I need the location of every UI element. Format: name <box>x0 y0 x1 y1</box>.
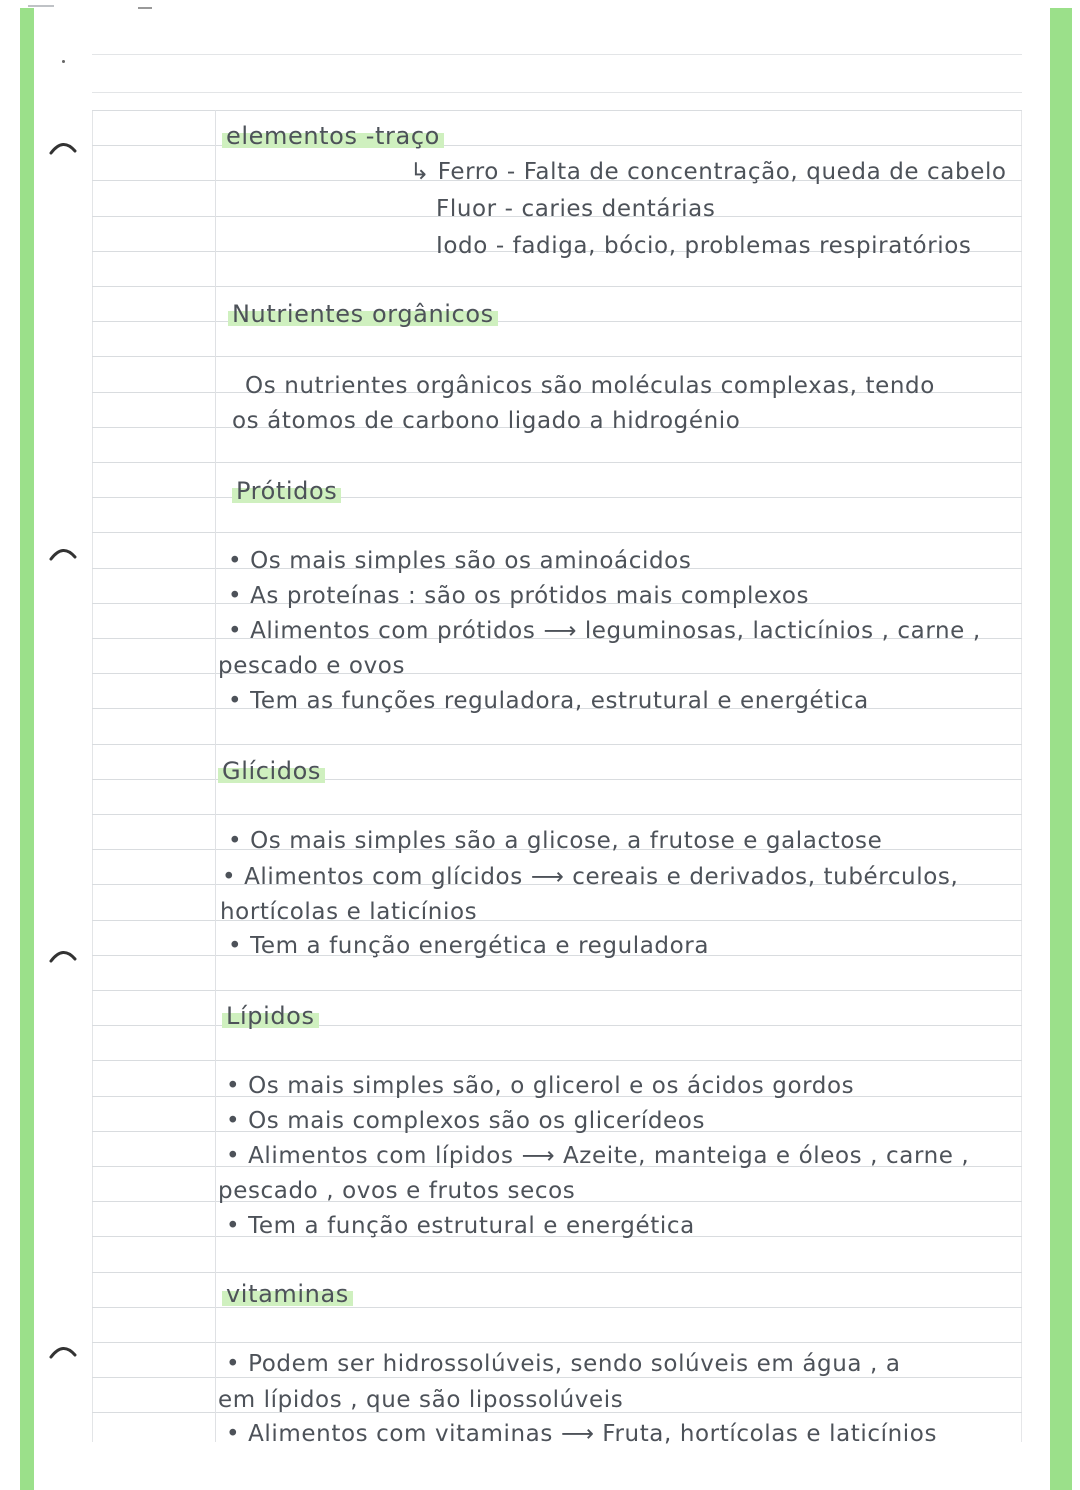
protidos-line: • As proteínas : são os prótidos mais complexos <box>228 583 810 609</box>
ruled-line <box>92 356 1022 357</box>
glicidos-line: • Os mais simples são a glicose, a frutose e galactose <box>228 828 883 854</box>
glicidos-line: • Tem a função energética e reguladora <box>228 933 710 959</box>
sheet-top-rule <box>92 92 1022 93</box>
lipidos-line: • Os mais complexos são os glicerídeos <box>226 1108 706 1134</box>
protidos-line: • Alimentos com prótidos ⟶ leguminosas, lacticínios , carne , <box>228 618 981 644</box>
lipidos-line: pescado , ovos e frutos secos <box>218 1178 576 1204</box>
trace-item: Iodo - fadiga, bócio, problemas respiratórios <box>436 233 972 259</box>
lipidos-title: Lípidos <box>222 1002 319 1030</box>
binder-hole-icon <box>49 543 77 563</box>
protidos-line: • Os mais simples são os aminoácidos <box>228 548 692 574</box>
ruled-line <box>92 462 1022 463</box>
ruled-line <box>92 532 1022 533</box>
ruled-line <box>92 286 1022 287</box>
glicidos-line: • Alimentos com glícidos ⟶ cereais e derivados, tubérculos, <box>222 864 959 890</box>
lipidos-line: • Os mais simples são, o glicerol e os ácidos gordos <box>226 1073 855 1099</box>
ruled-line <box>92 1342 1022 1343</box>
trace-elements-title: elementos -traço <box>222 122 444 150</box>
vitaminas-line: • Alimentos com vitaminas ⟶ Fruta, hortícolas e laticínios <box>226 1421 938 1447</box>
organic-nutrients-title: Nutrientes orgânicos <box>228 300 498 328</box>
margin-line <box>215 110 216 1442</box>
ruled-line <box>92 1060 1022 1061</box>
protidos-line: pescado e ovos <box>218 653 406 679</box>
trace-item: ↳ Ferro - Falta de concentração, queda de cabelo <box>410 159 1007 185</box>
lipidos-line: • Tem a função estrutural e energética <box>226 1213 695 1239</box>
glicidos-title: Glícidos <box>218 757 325 785</box>
vitaminas-title: vitaminas <box>222 1280 353 1308</box>
glicidos-line: hortícolas e laticínios <box>220 899 478 925</box>
trace-item: Fluor - caries dentárias <box>436 196 716 222</box>
ruled-line <box>92 110 1022 111</box>
binder-hole-icon <box>49 1341 77 1361</box>
ruled-line <box>92 990 1022 991</box>
ruled-line <box>92 1272 1022 1273</box>
page-dot <box>62 60 65 63</box>
top-edge-dash <box>138 7 152 9</box>
ruled-line <box>92 814 1022 815</box>
lipidos-line: • Alimentos com lípidos ⟶ Azeite, manteiga e óleos , carne , <box>226 1143 970 1169</box>
sheet-top-edge <box>92 54 1022 55</box>
vitaminas-line: • Podem ser hidrossolúveis, sendo solúveis em água , a <box>226 1351 901 1377</box>
binder-hole-icon <box>49 137 77 157</box>
organic-text-line: Os nutrientes orgânicos são moléculas complexas, tendo <box>245 373 935 399</box>
organic-text-line: os átomos de carbono ligado a hidrogénio <box>232 408 741 434</box>
protidos-line: • Tem as funções reguladora, estrutural e energética <box>228 688 869 714</box>
vitaminas-line: em lípidos , que são lipossolúveis <box>218 1387 624 1413</box>
ruled-line <box>92 744 1022 745</box>
protidos-title: Prótidos <box>232 477 341 505</box>
binder-hole-icon <box>49 945 77 965</box>
top-edge-mark <box>28 5 54 7</box>
left-margin-bar <box>20 8 34 1490</box>
right-margin-bar <box>1050 8 1072 1490</box>
